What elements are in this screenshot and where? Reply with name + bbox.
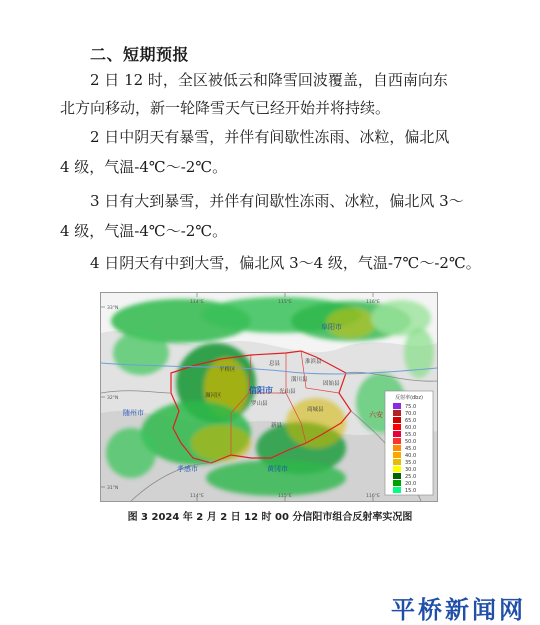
lon-tick-bottom-2: 115°E (278, 494, 292, 499)
legend-value: 50.0 (405, 439, 417, 445)
legend-swatch (393, 431, 401, 437)
legend-value: 20.0 (405, 481, 417, 487)
legend-value: 45.0 (405, 446, 417, 452)
legend-value: 15.0 (405, 488, 417, 494)
label-xixian: 息县 (269, 361, 281, 367)
label-huanggang: 黄冈市 (267, 465, 288, 473)
paragraph-1-line-1: 2 日 12 时，全区被低云和降雪回波覆盖，自西南向东 (90, 71, 448, 89)
legend-swatch (393, 417, 401, 423)
legend-value: 40.0 (405, 453, 417, 459)
legend-swatch (393, 459, 401, 465)
legend-swatch (393, 466, 401, 472)
paragraph-1-line-2: 北方向移动，新一轮降雪天气已经开始并将持续。 (60, 99, 391, 117)
paragraph-4-line-1: 4 日阴天有中到大雪，偏北风 3～4 级，气温-7℃～-2℃。 (90, 254, 481, 272)
label-shangcheng: 商城县 (307, 407, 324, 413)
lon-tick-3: 116°E (366, 300, 380, 305)
label-xinyang: 信阳市 (249, 386, 273, 395)
figure-caption: 图 3 2024 年 2 月 2 日 12 时 00 分信阳市组合反射率实况图 (127, 512, 413, 523)
label-luoshan: 罗山县 (251, 401, 268, 407)
label-shihe: 浉河区 (205, 393, 222, 399)
paragraph-3-line-2: 4 级，气温-4℃～-2℃。 (60, 222, 228, 240)
legend-swatch (393, 445, 401, 451)
legend-title: 反射率(dbz) (395, 395, 423, 401)
site-watermark: 平桥新闻网 (391, 595, 526, 624)
radar-map-svg (101, 293, 437, 501)
lat-tick-2: 32°N (107, 396, 119, 401)
legend-swatch (393, 487, 401, 493)
lon-tick-bottom-3: 116°E (366, 494, 380, 499)
legend-swatch (393, 410, 401, 416)
lon-tick-bottom-1: 114°E (190, 494, 204, 499)
radar-reflectivity-map (100, 292, 438, 502)
legend-value: 75.0 (405, 404, 417, 410)
paragraph-2-line-1: 2 日中阴天有暴雪，并伴有间歇性冻雨、冰粒，偏北风 (90, 128, 450, 146)
label-luan: 六安 (369, 411, 383, 419)
legend-swatch (393, 424, 401, 430)
label-guangshan: 光山县 (279, 389, 296, 395)
legend-value: 55.0 (405, 432, 417, 438)
lon-tick-1: 114°E (190, 300, 204, 305)
lat-tick-3: 31°N (107, 486, 119, 491)
reflectivity-legend (385, 391, 433, 495)
lon-tick-2: 115°E (278, 300, 292, 305)
label-suizhou: 随州市 (123, 409, 144, 417)
label-huangchuan: 潢川县 (291, 377, 308, 383)
legend-swatch (393, 403, 401, 409)
legend-value: 30.0 (405, 467, 417, 473)
label-huaibin: 淮滨县 (305, 359, 322, 365)
legend-value: 65.0 (405, 418, 417, 424)
section-heading: 二、短期预报 (90, 45, 190, 64)
legend-value: 25.0 (405, 474, 417, 480)
legend-value: 35.0 (405, 460, 417, 466)
label-pingqiao: 平桥区 (219, 367, 236, 373)
label-xiaogan: 孝感市 (177, 465, 198, 473)
paragraph-3-line-1: 3 日有大到暴雪，并伴有间歇性冻雨、冰粒，偏北风 3～ (90, 192, 464, 210)
paragraph-2-line-2: 4 级，气温-4℃～-2℃。 (60, 158, 228, 176)
label-gushi: 固始县 (323, 381, 340, 387)
legend-swatch (393, 480, 401, 486)
label-xinxian: 新县 (271, 423, 283, 429)
lat-tick-1: 33°N (107, 306, 119, 311)
legend-swatch (393, 438, 401, 444)
legend-swatch (393, 452, 401, 458)
legend-value: 60.0 (405, 425, 417, 431)
label-fuyang: 阜阳市 (321, 323, 342, 331)
legend-swatch (393, 473, 401, 479)
legend-value: 70.0 (405, 411, 417, 417)
